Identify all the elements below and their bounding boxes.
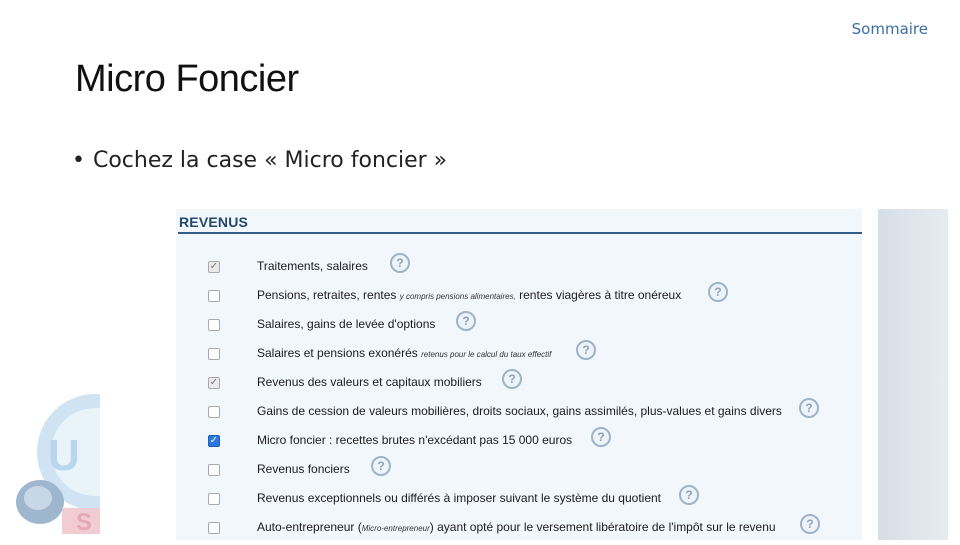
label-small: retenus pour le calcul du taux effectif bbox=[421, 350, 552, 359]
label-small: y compris pensions alimentaires, bbox=[399, 292, 516, 301]
checkbox-icon[interactable]: ✓ bbox=[209, 261, 219, 272]
revenus-row-plus-values[interactable] bbox=[176, 400, 862, 429]
checkbox-icon[interactable]: ✓ bbox=[209, 377, 219, 388]
label-after: ) ayant opté pour le versement libératoire de l'impôt sur le revenu bbox=[429, 520, 776, 534]
revenus-row-exceptionnels[interactable] bbox=[176, 487, 862, 516]
row-label: Revenus fonciers bbox=[257, 462, 350, 476]
help-icon[interactable]: ? bbox=[591, 427, 611, 447]
label-main: Auto-entrepreneur ( bbox=[257, 520, 362, 534]
checkbox-icon[interactable] bbox=[208, 319, 220, 331]
help-icon[interactable]: ? bbox=[456, 311, 476, 331]
checkbox-icon[interactable] bbox=[208, 290, 220, 302]
bullet-glyph: • bbox=[72, 148, 85, 173]
help-icon[interactable]: ? bbox=[371, 456, 391, 476]
revenus-row-auto-entrepreneur[interactable] bbox=[176, 516, 862, 545]
help-icon[interactable]: ? bbox=[390, 253, 410, 273]
revenus-panel bbox=[176, 209, 862, 540]
help-icon[interactable]: ? bbox=[708, 282, 728, 302]
checkbox-icon[interactable] bbox=[208, 522, 220, 534]
section-divider bbox=[178, 232, 862, 234]
checkbox-icon[interactable] bbox=[208, 348, 220, 360]
row-label bbox=[257, 346, 551, 360]
label-small: Micro-entrepreneur bbox=[361, 524, 430, 533]
label-main: Salaires et pensions exonérés bbox=[257, 346, 418, 360]
label-after: rentes viagères à titre onéreux bbox=[519, 288, 682, 302]
side-panel-shadow bbox=[878, 209, 948, 540]
row-label: Salaires, gains de levée d'options bbox=[257, 317, 436, 331]
checkbox-icon[interactable] bbox=[208, 406, 220, 418]
label-main: Pensions, retraites, rentes bbox=[257, 288, 397, 302]
checkbox-icon[interactable] bbox=[208, 493, 220, 505]
help-icon[interactable]: ? bbox=[576, 340, 596, 360]
svg-text:S: S bbox=[76, 509, 93, 536]
row-label bbox=[257, 520, 776, 534]
revenus-row-fonciers[interactable] bbox=[176, 458, 862, 487]
revenus-row-traitements[interactable] bbox=[176, 255, 862, 284]
row-label bbox=[257, 288, 681, 302]
row-label: Traitements, salaires bbox=[257, 259, 368, 273]
svg-text:U: U bbox=[48, 431, 80, 480]
revenus-row-capitaux[interactable] bbox=[176, 371, 862, 400]
help-icon[interactable]: ? bbox=[800, 514, 820, 534]
instruction-text: Cochez la case « Micro foncier » bbox=[92, 148, 448, 173]
row-label: Revenus des valeurs et capitaux mobiliers bbox=[257, 375, 482, 389]
slide-title: Micro Foncier bbox=[75, 58, 299, 100]
help-icon[interactable]: ? bbox=[679, 485, 699, 505]
revenus-row-pensions[interactable] bbox=[176, 284, 862, 313]
sommaire-link[interactable]: Sommaire bbox=[851, 20, 928, 38]
help-icon[interactable]: ? bbox=[502, 369, 522, 389]
row-label: Gains de cession de valeurs mobilières, droits sociaux, gains assimilés, plus-values et gains divers bbox=[257, 404, 782, 418]
row-label: Micro foncier : recettes brutes n'excédant pas 15 000 euros bbox=[257, 433, 573, 447]
checkbox-icon[interactable]: ✓ bbox=[209, 435, 219, 446]
help-icon[interactable]: ? bbox=[799, 398, 819, 418]
checkbox-icon[interactable] bbox=[208, 464, 220, 476]
logo-icon bbox=[0, 390, 100, 540]
section-title: REVENUS bbox=[179, 214, 249, 230]
revenus-row-micro-foncier[interactable] bbox=[176, 429, 862, 458]
instruction-bullet bbox=[72, 148, 447, 173]
revenus-row-salaires-options[interactable] bbox=[176, 313, 862, 342]
revenus-row-exoneres[interactable] bbox=[176, 342, 862, 371]
row-label: Revenus exceptionnels ou différés à imposer suivant le système du quotient bbox=[257, 491, 662, 505]
